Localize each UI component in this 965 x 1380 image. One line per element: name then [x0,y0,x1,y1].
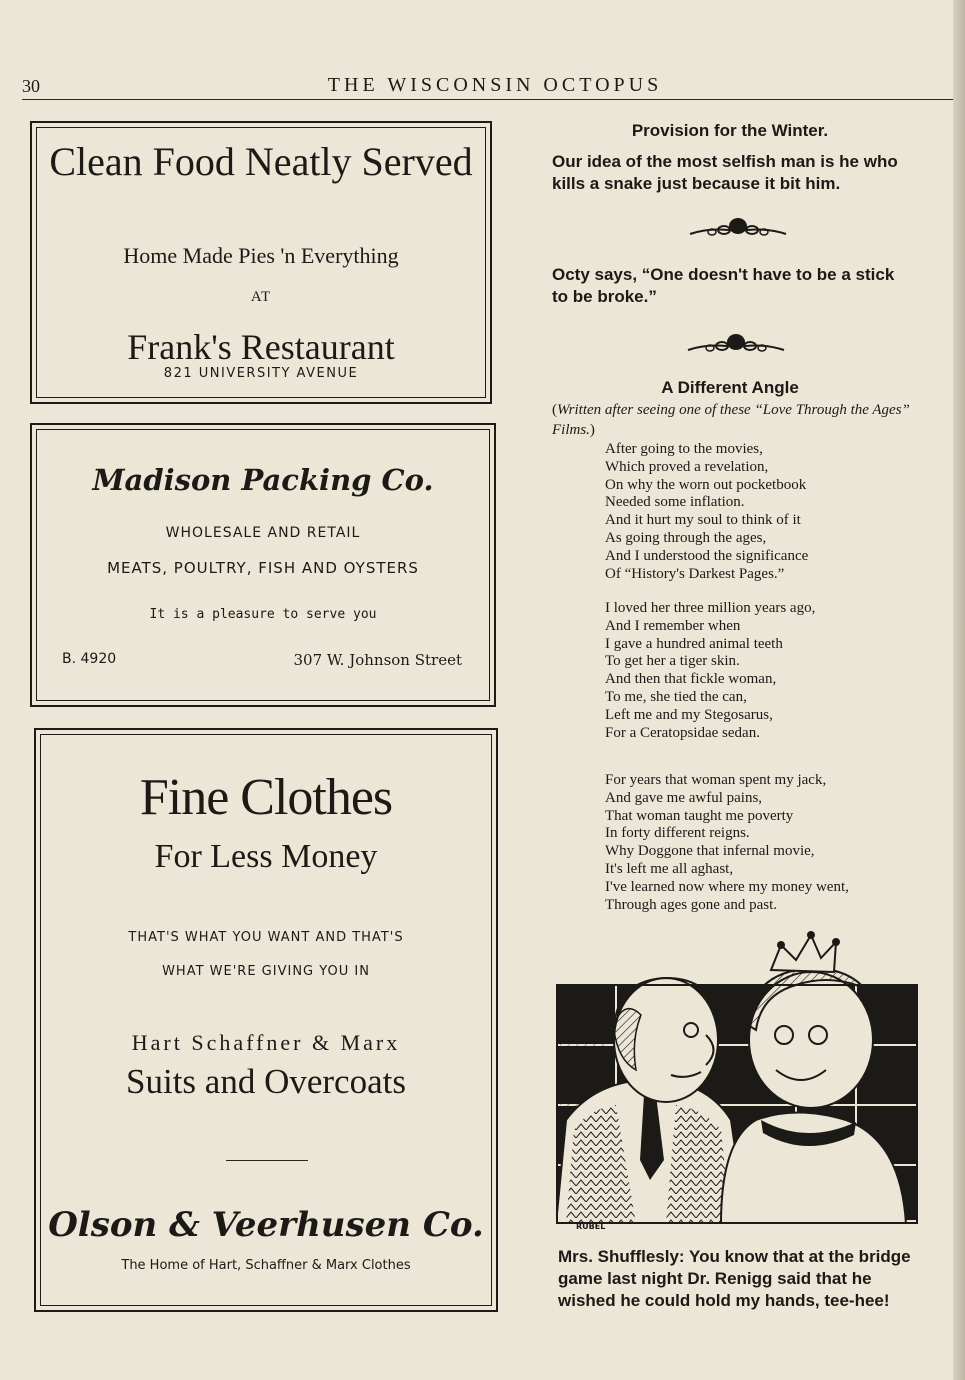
poem-line: For years that woman spent my jack, [605,772,827,788]
poem-title: A Different Angle [661,378,799,397]
olson-tagline: The Home of Hart, Schaffner & Marx Clothes [121,1258,411,1273]
olson-suits: Suits and Overcoats [126,1062,406,1101]
franks-name: Frank's Restaurant [127,327,395,367]
intro-quote: “Love Through the Ages” [754,402,910,418]
poem-line: Through ages gone and past. [605,896,778,913]
cartoon-caption: Mrs. Shufflesly: You know that at the bridge game last night Dr. Renigg said that he wished he could hold my hands, tee-hee! [558,1247,911,1310]
intro-italic2: Films. [552,422,590,438]
ornament-divider-icon [686,330,786,356]
poem-line: I gave a hundred animal teeth [605,635,783,652]
poem-intro [552,400,918,440]
madison-street: 307 W. Johnson Street [293,651,462,669]
olson-divider [226,1160,308,1161]
poem-line: And I understood the significance [605,547,809,564]
poem-stanza-3 [605,772,915,914]
poem-line: That woman taught me poverty [605,807,794,824]
madison-line2: MEATS, POULTRY, FISH AND OYSTERS [107,559,419,577]
poem-line: It's left me all aghast, [605,860,734,877]
madison-name: Madison Packing Co. [92,463,434,497]
franks-restaurant-ad [30,121,492,404]
poem-line: As going through the ages, [605,529,767,546]
intro-open: ( [552,402,557,418]
poem-stanza-1 [605,441,915,583]
olson-name: Olson & Veerhusen Co. [48,1205,484,1245]
madison-line1: WHOLESALE AND RETAIL [165,525,361,541]
poem-line: And gave me awful pains, [605,789,763,806]
poem-line: On why the worn out pocketbook [605,476,807,493]
poem-line: I've learned now where my money went, [605,878,849,895]
poem-line: Which proved a revelation, [605,458,769,475]
masthead: THE WISCONSIN OCTOPUS [327,74,663,96]
poem-line: To get her a tiger skin. [605,653,740,670]
header-rule [22,99,965,100]
poem-line: After going to the movies, [605,441,763,457]
poem-line: I loved her three million years ago, [605,600,816,616]
poem-line: Needed some inflation. [605,494,745,511]
franks-subhead: Home Made Pies 'n Everything [123,243,399,268]
poem-line: To me, she tied the can, [605,688,747,705]
intro-close: ) [589,422,595,438]
joke1-title: Provision for the Winter. [631,121,829,140]
page-edge-shadow [953,0,965,1380]
ornament-divider-icon [688,214,788,240]
franks-address: 821 UNIVERSITY AVENUE [163,366,359,381]
intro-italic1: Written after seeing one of these [557,402,755,418]
joke2-text: Octy says, “One doesn't have to be a stick to be broke.” [552,265,895,306]
poem-line: Left me and my Stegosarus, [605,706,773,723]
poem-line: Why Doggone that infernal movie, [605,843,815,860]
poem-line: And then that fickle woman, [605,671,777,688]
poem-line: And it hurt my soul to think of it [605,512,801,529]
madison-pleasure: It is a pleasure to serve you [149,607,377,622]
madison-packing-ad [30,423,496,707]
page-number: 30 [22,76,40,96]
olson-brand: Hart Schaffner & Marx [131,1030,401,1055]
franks-headline: Clean Food Neatly Served [49,139,473,184]
franks-at: AT [250,289,272,305]
cartoon-signature: RUBEL [576,1222,606,1231]
olson-headline1: Fine Clothes [139,769,393,826]
poem-stanza-2 [605,600,915,742]
madison-phone: B. 4920 [62,651,117,667]
joke1-text: Our idea of the most selfish man is he who kills a snake just because it bit him. [552,152,898,193]
olson-veerhusen-ad [34,728,498,1312]
olson-headline2: For Less Money [154,838,378,875]
poem-line: Of “History's Darkest Pages.” [605,565,785,582]
poem-line: In forty different reigns. [605,825,750,842]
cartoon-illustration [556,930,918,1224]
olson-line2: WHAT WE'RE GIVING YOU IN [162,964,370,979]
poem-line: For a Ceratopsidae sedan. [605,724,760,741]
olson-line1: THAT'S WHAT YOU WANT AND THAT'S [128,930,404,945]
poem-line: And I remember when [605,617,741,634]
